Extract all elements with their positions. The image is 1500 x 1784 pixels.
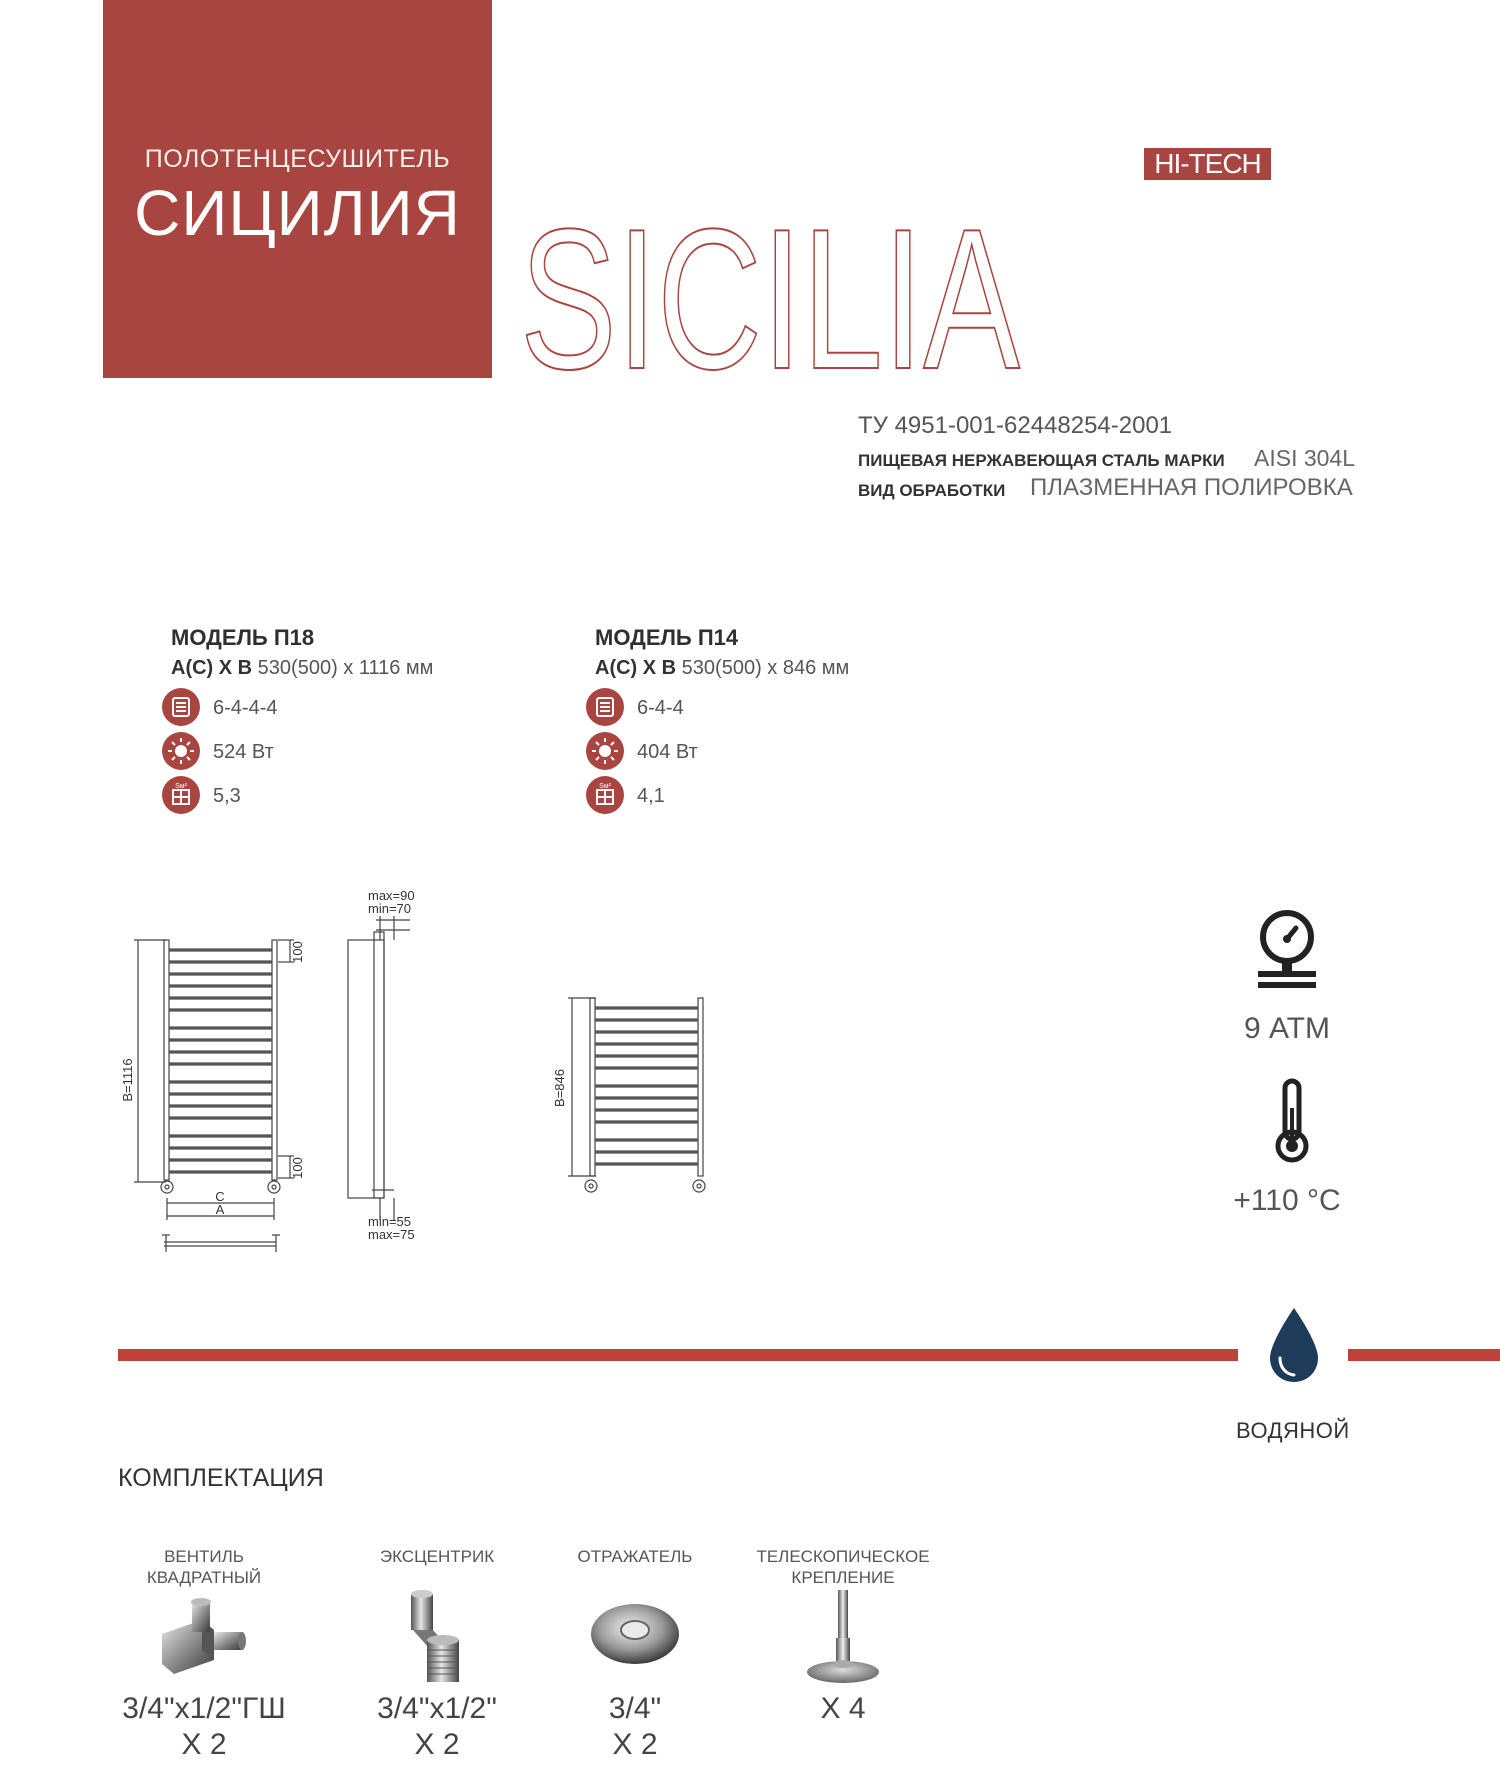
pressure-gauge-icon [1252, 904, 1322, 990]
model-title: МОДЕЛЬ П18 [171, 625, 315, 650]
depth-min-top: min=70 [368, 901, 411, 916]
model-p14 [595, 625, 995, 818]
sections-row [171, 686, 571, 730]
power-value: 524 Вт [213, 741, 274, 763]
telescopic-mount-icon [798, 1590, 888, 1686]
heating-type: ВОДЯНОЙ [1236, 1418, 1350, 1443]
kit-item-name: ЭКСЦЕНТРИК [379, 1547, 495, 1566]
model-title: МОДЕЛЬ П14 [595, 625, 739, 650]
kit-item-eccentric [342, 1546, 532, 1763]
kit-item-size: 3/4" [608, 1692, 662, 1725]
sections-row [595, 686, 995, 730]
power-value: 404 Вт [637, 741, 698, 763]
depth-max-bottom: max=75 [368, 1227, 415, 1242]
sections-value: 6-4-4 [637, 697, 684, 719]
area-row [171, 774, 571, 818]
power-row [171, 730, 571, 774]
model-dims [171, 657, 571, 680]
kit-item-name: ОТРАЖАТЕЛЬ [577, 1547, 693, 1566]
reflector-icon [585, 1590, 685, 1686]
divider-right [1348, 1349, 1500, 1361]
steel-label: ПИЩЕВАЯ НЕРЖАВЕЮЩАЯ СТАЛЬ МАРКИ [858, 451, 1225, 470]
model-dims [595, 657, 995, 680]
eccentric-icon [397, 1590, 477, 1686]
model-p18 [171, 625, 571, 818]
rungs [595, 1008, 698, 1164]
c-label: C [215, 1189, 225, 1204]
top-offset-label: 100 [290, 941, 305, 963]
dims-value: 530(500) х 846 мм [681, 657, 850, 679]
kit-item-qty: Х 2 [612, 1728, 658, 1761]
steel-value: AISI 304L [1254, 445, 1356, 471]
water-drop-icon [1266, 1306, 1322, 1384]
valve-icon [154, 1590, 254, 1686]
kit-item-qty: Х 2 [181, 1728, 227, 1761]
height-label: B=846 [552, 1069, 567, 1107]
divider-left [118, 1349, 1238, 1361]
kit-item-size: 3/4"x1/2" [377, 1692, 497, 1725]
kit-item-qty: Х 4 [820, 1692, 866, 1725]
svg-text:Sм²: Sм² [175, 783, 187, 790]
kit-item-qty: Х 2 [414, 1728, 460, 1761]
kit-item-reflector [560, 1546, 710, 1763]
dims-label: А(С) Х В [595, 657, 677, 679]
processing-value: ПЛАЗМЕННАЯ ПОЛИРОВКА [1030, 474, 1353, 501]
dims-value: 530(500) х 1116 мм [257, 657, 434, 679]
depth-max-top: max=90 [368, 888, 415, 903]
area-row [595, 774, 995, 818]
kit-item-valve [104, 1546, 304, 1763]
depth-min-bottom: min=55 [368, 1214, 411, 1229]
area-icon [586, 776, 624, 814]
power-row [595, 730, 995, 774]
kit-item-size: 3/4"x1/2"ГШ [122, 1692, 286, 1725]
dims-label: А(С) Х В [171, 657, 253, 679]
sun-icon [162, 732, 200, 770]
temperature-value: +110 °С [1233, 1184, 1341, 1217]
area-value: 5,3 [213, 785, 241, 807]
drawing-p18 [110, 880, 440, 1270]
tu-number: ТУ 4951-001-62448254-2001 [858, 412, 1173, 439]
product-type: ПОЛОТЕНЦЕСУШИТЕЛЬ [144, 145, 451, 173]
height-label: B=1116 [120, 1058, 135, 1102]
processing-label: ВИД ОБРАБОТКИ [858, 481, 1006, 500]
rungs [169, 950, 272, 1172]
pressure-value: 9 АТМ [1243, 1012, 1330, 1045]
a-label: A [215, 1202, 225, 1217]
hitech-badge: HI-TECH [1144, 148, 1271, 180]
thermometer-icon [1275, 1078, 1309, 1164]
sections-value: 6-4-4-4 [213, 697, 278, 719]
sections-icon [162, 688, 200, 726]
area-value: 4,1 [637, 785, 665, 807]
svg-text:Sм²: Sм² [599, 783, 611, 790]
product-title: СИЦИЛИЯ [134, 177, 461, 249]
brand-wordmark [520, 188, 1040, 411]
drawing-p14 [550, 990, 720, 1200]
sun-icon [586, 732, 624, 770]
brand-text: SICILIA [520, 188, 1021, 411]
area-icon [162, 776, 200, 814]
sections-icon [586, 688, 624, 726]
kit-title: КОМПЛЕКТАЦИЯ [118, 1464, 324, 1492]
kit-item-name: ТЕЛЕСКОПИЧЕСКОЕ КРЕПЛЕНИЕ [756, 1547, 930, 1587]
kit-item-telescopic-mount [748, 1546, 938, 1727]
kit-item-name: ВЕНТИЛЬ КВАДРАТНЫЙ [146, 1547, 262, 1587]
bottom-offset-label: 100 [290, 1157, 305, 1179]
